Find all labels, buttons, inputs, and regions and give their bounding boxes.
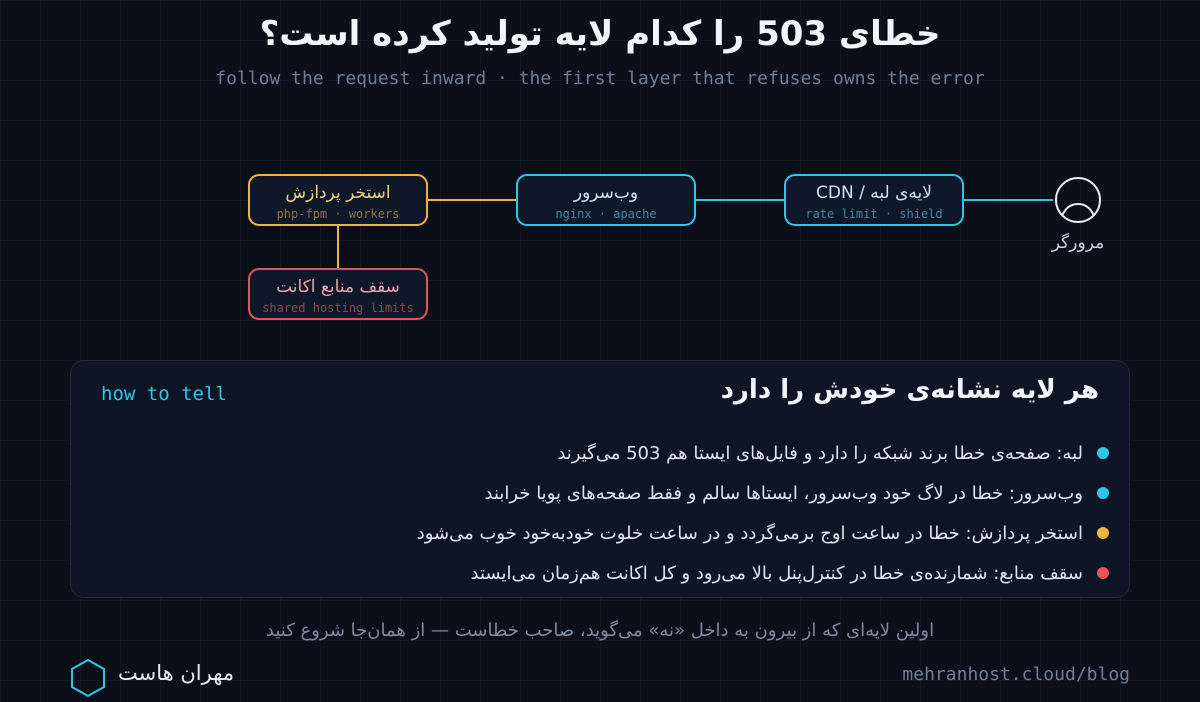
list-item-text: وب‌سرور: خطا در لاگ خود وب‌سرور، ایستاها سالم و فقط صفحه‌های پویا خرابند [484,482,1083,504]
footer-note: اولین لایه‌ای که از بیرون به داخل «نه» می‌گوید، صاحب خطاست — از همان‌جا شروع کنید [265,620,935,641]
page-subtitle: follow the request inward · the first layer that refuses owns the error [215,68,985,89]
node-cdn [784,174,964,226]
node-webserver-label: وب‌سرور [573,183,639,203]
list-item-text: استخر پردازش: خطا در ساعت اوج برمی‌گردد و در ساعت خلوت خودبه‌خود خوب می‌شود [416,522,1083,544]
node-limits-label: سقف منابع اکانت [276,277,400,297]
list-item-text: سقف منابع: شمارنده‌ی خطا در کنترل‌پنل بالا می‌رود و کل اکانت هم‌زمان می‌ایستد [470,562,1083,584]
node-cdn-label: لایه‌ی لبه / CDN [816,183,932,203]
hexagon-icon [70,658,106,698]
list-item [109,433,1109,473]
node-pool-sub: php-fpm · workers [276,207,400,221]
page-title: خطای 503 را کدام لایه تولید کرده است؟ [259,14,941,54]
node-cdn-sub: rate limit · shield [805,207,943,221]
node-pool-label: استخر پردازش [285,183,391,203]
brand-name: مهران هاست [118,661,235,685]
browser-label: مرورگر [1051,233,1105,253]
list-item [109,553,1109,593]
list-item-text: لبه: صفحه‌ی خطا برند شبکه را دارد و فایل‌های ایستا هم 503 می‌گیرند [557,442,1083,464]
panel-title: هر لایه نشانه‌ی خودش را دارد [720,375,1099,405]
signals-list [109,433,1109,593]
bullet-dot [1097,487,1109,499]
node-webserver-sub: nginx · apache [555,207,657,221]
bullet-dot [1097,567,1109,579]
bullet-dot [1097,527,1109,539]
node-account-limits [248,268,428,320]
list-item [109,473,1109,513]
node-webserver [516,174,696,226]
panel-tag: how to tell [101,383,227,405]
signals-panel [70,360,1130,598]
node-limits-sub: shared hosting limits [262,301,414,315]
bullet-dot [1097,447,1109,459]
blog-url[interactable]: mehranhost.cloud/blog [902,664,1130,685]
node-process-pool [248,174,428,226]
list-item [109,513,1109,553]
user-icon [1055,177,1101,223]
